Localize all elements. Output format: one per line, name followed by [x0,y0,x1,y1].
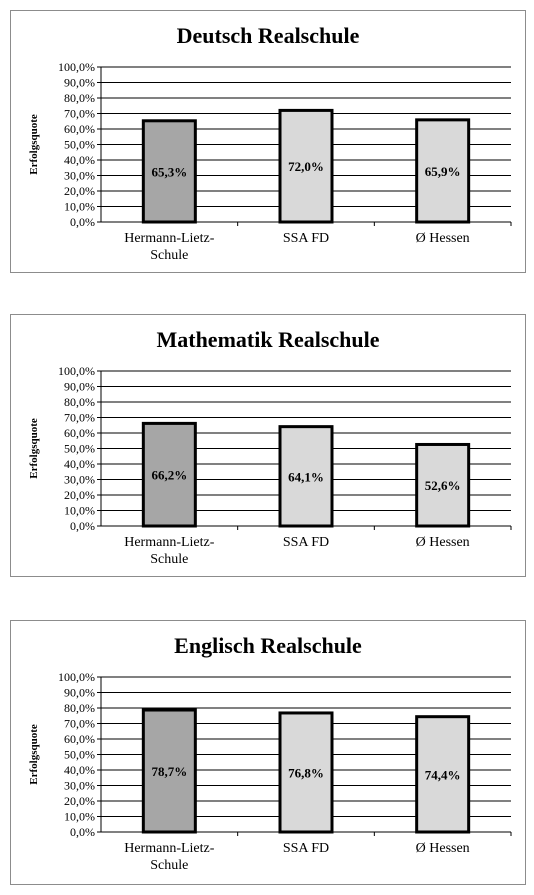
y-tick-label: 10,0% [64,199,95,214]
y-tick-label: 0,0% [70,519,95,533]
chart-deutsch [11,11,525,272]
chart-panel-mathematik [10,314,526,577]
y-tick-label: 60,0% [64,732,95,746]
data-label: 65,9% [424,163,461,179]
data-label: 74,4% [424,767,461,783]
chart-mathematik [11,315,525,576]
data-label: 66,2% [151,467,188,483]
y-tick-label: 80,0% [64,395,95,409]
y-tick-label: 30,0% [64,472,95,487]
category-label: SSA FD [282,841,330,856]
y-axis-label: Erfolgsquote [28,724,40,785]
data-label: 76,8% [288,765,324,781]
category-label: SSA FD [282,535,330,550]
y-tick-label: 100,0% [58,60,95,74]
chart-title: Englisch Realschule [174,633,362,658]
y-tick-label: 30,0% [64,168,95,183]
y-tick-label: 20,0% [64,488,95,502]
data-label: 65,3% [151,164,188,180]
y-tick-label: 40,0% [64,457,95,471]
y-tick-label: 70,0% [64,106,95,121]
chart-englisch [11,621,525,884]
y-tick-label: 10,0% [64,503,95,518]
chart-title: Mathematik Realschule [156,327,380,352]
chart-panel-englisch [10,620,526,885]
chart-title: Deutsch Realschule [176,23,360,48]
y-tick-label: 40,0% [64,763,95,777]
y-tick-label: 40,0% [64,153,95,167]
y-tick-label: 90,0% [64,75,95,90]
y-tick-label: 0,0% [70,215,95,229]
category-label: Hermann-Lietz-Schule [124,535,215,567]
y-tick-label: 60,0% [64,122,95,136]
y-tick-label: 70,0% [64,716,95,731]
y-tick-label: 20,0% [64,184,95,198]
y-tick-label: 100,0% [58,364,95,378]
y-tick-label: 50,0% [64,747,95,762]
data-label: 78,7% [151,764,188,780]
data-label: 64,1% [288,469,324,485]
chart-panel-deutsch [10,10,526,273]
data-label: 52,6% [424,478,461,494]
y-tick-label: 80,0% [64,701,95,715]
category-label: Hermann-Lietz-Schule [124,841,215,873]
y-tick-label: 20,0% [64,794,95,808]
y-tick-label: 50,0% [64,137,95,152]
y-tick-label: 90,0% [64,685,95,700]
category-label: Hermann-Lietz-Schule [124,231,215,263]
y-tick-label: 50,0% [64,441,95,456]
category-label: Ø Hessen [415,535,470,550]
category-label: SSA FD [282,231,330,246]
y-axis-label: Erfolgsquote [28,114,40,175]
y-axis-label: Erfolgsquote [28,418,40,479]
data-label: 72,0% [288,159,324,175]
y-tick-label: 10,0% [64,809,95,824]
y-tick-label: 80,0% [64,91,95,105]
y-tick-label: 90,0% [64,379,95,394]
category-label: Ø Hessen [415,841,470,856]
y-tick-label: 100,0% [58,670,95,684]
y-tick-label: 70,0% [64,410,95,425]
y-tick-label: 60,0% [64,426,95,440]
y-tick-label: 0,0% [70,825,95,839]
category-label: Ø Hessen [415,231,470,246]
y-tick-label: 30,0% [64,778,95,793]
